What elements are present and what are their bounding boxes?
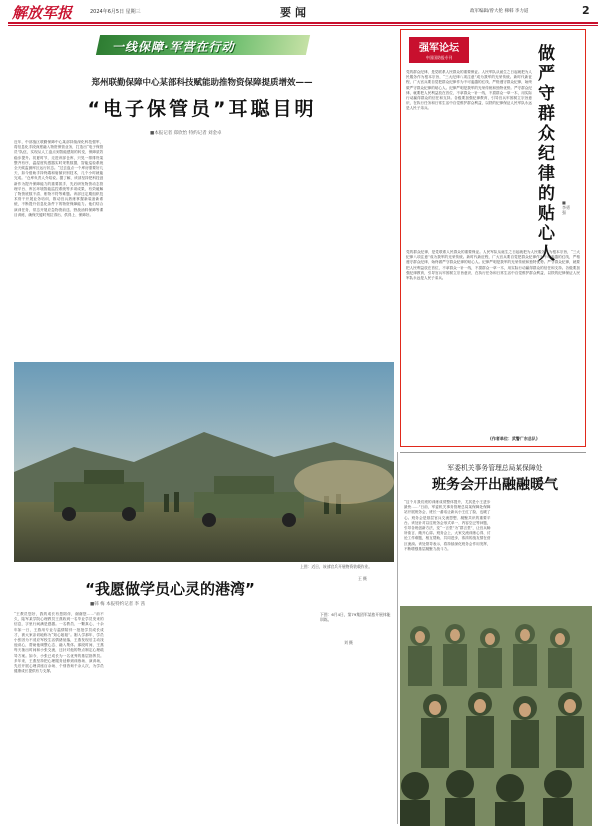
third-kicker: 军委机关事务管理总局某保障处 — [447, 464, 543, 472]
editor-credits: 政军编辑/曾大伦 梯韩 李力道 — [470, 9, 529, 14]
column-divider — [397, 452, 398, 824]
lead-photo — [14, 362, 394, 562]
commentary-author: ■ 李勇强 — [562, 200, 570, 215]
lead-body-text: 近年，中部战区联勤保障中心某部持续深化科技强军，将信息化手段深度融入物资保管业务，打造出“电子保管员”队伍，实现从人工盘点到智能感知的转变，保障质效稳步提升。初夏时节，走进该部仓库，只见一排排货架整齐有序，温湿度传感器实时采集数据，智能巡检系统全天候监测库区运行状态。“过去盘点一个库房需要好几天，如今借助手持终端和射频识别技术，几个小时就能完成。”仓库负责人介绍说。据了解，该部坚持把科技创新作为提升保障能力的重要抓手，先后研发物资动态管理平台、库区环境智能监控系统等多项成果，有效破解了物资底数不清、账物不符等难题。该部还定期组织技术骨干开展业务培训，推动官兵熟练掌握新装备新系统，不断提升信息化条件下的物资保障能力。他们结合演训任务，常态开展应急物资前送、野战油料保障等课目训练，确保关键时刻拉得出、供得上、保障好。 — [14, 140, 104, 217]
soldiers-photo-credit: 刘 摄 — [344, 640, 353, 645]
commentary-credit: (作者单位：武警广东总队) — [490, 436, 538, 441]
masthead-thin-rule — [8, 25, 598, 26]
commentary-body-text-wide: 党的群众纪律，是党联系人民群众的重要保证。人民军队从诞生之日起就把为人民服务作为根本宗旨，“三大纪律八项注意”成为我军的光荣传统。新时代新征程，广大官兵要自觉把群众纪律作为不可逾越的红线，严格遵守群众纪律，始终做严守群众纪律的贴心人。纪律严明是我军的光荣传统和独特优势。严守群众纪律，就要把人民利益放在首位，不拿群众一针一线，不损群众一草一木，用实际行动赢得群众的信任和支持。各级要加强纪律教育，引导官兵牢固树立宗旨意识，在执行任务和日常生活中自觉维护群众利益，以铁的纪律保证人民军队永远是人民子弟兵。 — [406, 250, 580, 281]
lead-kicker: 郑州联勤保障中心某部科技赋能助推物资保障提质增效—— — [91, 78, 313, 88]
newspaper-logo: 解放军报 — [12, 4, 73, 22]
second-byline: ■韩 梅 本报特约记者 李 茜 — [90, 602, 145, 607]
lead-byline: ■本报记者 郑欣怡 特约记者 刘金卓 — [150, 131, 222, 136]
lead-photo-credit: 王 摄 — [358, 576, 367, 581]
banner-text: 一线保障·军营在行动 — [112, 40, 235, 54]
lead-photo-caption: 上图：近日，该部官兵开展物资装载作业。 — [300, 564, 373, 569]
second-headline: “我愿做学员心灵的港湾” — [85, 580, 255, 598]
date-line: 2024年6月5日 星期三 — [90, 9, 141, 15]
commentary-column-tag: 强军论坛 — [419, 43, 459, 54]
section-title: 要闻 — [280, 6, 310, 19]
third-story-top-rule — [400, 452, 586, 453]
second-body-text: “王教员您好，我的成长有您陪伴，谢谢您……”前不久，陆军某学院心理教员王燕收到一名毕业学员发来的信息，字里行间满是感激。一名教员、一颗真心，十余年如一日，王燕用专业与温情陪伴一批批学员成长成才，被大家亲切地称为“知心姐姐”。刚入学那年，学员小张因为不适应军校生活情绪低落，王燕发现后主动找他谈心，帮助他调整心态、融入集体。那段时间，王燕每天抽出时间和小张交流，还针对他的特点制定心理疏导方案。如今，小张已成长为一名优秀的基层指挥员。多年来，王燕坚持把心理服务延伸到训练场、演训场，先后开展心理讲座百余场、个别咨询千余人次，为学员健康成长提供有力支撑。 — [14, 612, 104, 674]
masthead — [0, 0, 607, 22]
lead-headline: “电子保管员”耳聪目明 — [87, 98, 317, 120]
third-headline: 班务会开出融融暖气 — [432, 477, 558, 493]
commentary-column-sub: 中国国防报专刊 — [425, 55, 453, 60]
third-body-text: “这个月我们班的训练成绩整体提升，尤其是小王进步最快……”日前，军委机关事务管理总局某保障处保障站开展班务会，班长一番话让新兵小王红了脸，也暖了心。班务会是基层官兵交流思想、凝聚共识的重要平台。该处针对以往班务会形式单一、内容空泛等问题，引导各班创新方法，变“一言堂”为“群言堂”，让官兵畅所欲言、敞开心扉。班务会上，大家交流训练心得、讨论工作难题，相互帮助、共同进步，浓浓的战友情在营区流淌。该处领导表示，将持续深化班务会作用发挥，不断增强基层凝聚力战斗力。 — [404, 500, 491, 551]
soldiers-photo-caption: 下图：6月4日，第79集团军某旅开展体能训练。 — [320, 612, 391, 622]
masthead-rule — [8, 22, 598, 24]
commentary-body-text: 党的群众纪律，是党联系人民群众的重要保证。人民军队从诞生之日起就把为人民服务作为根本宗旨，“三大纪律八项注意”成为我军的光荣传统。新时代新征程，广大官兵要自觉把群众纪律作为不可逾越的红线，严格遵守群众纪律，始终做严守群众纪律的贴心人。纪律严明是我军的光荣传统和独特优势。严守群众纪律，就要把人民利益放在首位，不拿群众一针一线，不损群众一草一木，用实际行动赢得群众的信任和支持。各级要加强纪律教育，引导官兵牢固树立宗旨意识，在执行任务和日常生活中自觉维护群众利益，以铁的纪律保证人民军队永远是人民子弟兵。 — [406, 70, 532, 111]
commentary-headline: 做严守群众纪律的贴心人 — [538, 44, 555, 264]
soldiers-photo — [400, 606, 592, 826]
soldiers-training-photo-graphic — [400, 606, 592, 826]
page-number: 2 — [582, 4, 590, 17]
military-vehicle-photo-graphic — [14, 362, 394, 562]
